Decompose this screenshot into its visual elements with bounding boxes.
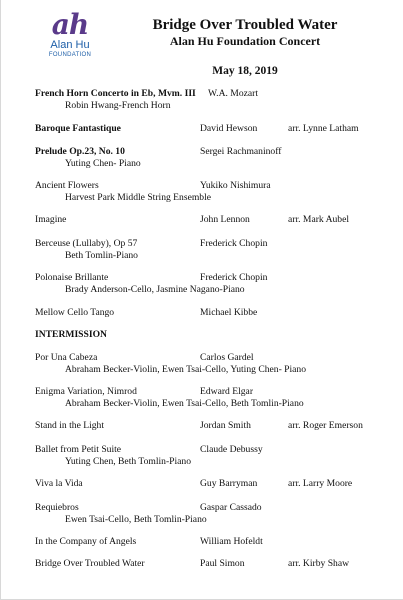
piece-title: In the Company of Angels [35,536,137,547]
piece-title: Por Una Cabeza [35,352,98,363]
piece-title: Berceuse (Lullaby), Op 57 [35,238,138,249]
arranger: arr. Lynne Latham [288,123,359,134]
logo-sub: FOUNDATION [48,52,92,58]
performer-names: Ewen Tsai-Cello, Beth Tomlin-Piano [65,514,207,525]
piece-title: Polonaise Brillante [35,272,109,283]
logo-mark: ah [51,8,89,41]
performer-names: Harvest Park Middle String Ensemble [65,192,212,203]
arranger: arr. Kirby Shaw [288,558,350,569]
composer: Frederick Chopin [200,272,268,283]
composer: Michael Kibbe [200,307,258,318]
composer: Frederick Chopin [200,238,268,249]
composer: Paul Simon [200,558,245,569]
program-title: Bridge Over Troubled Water [152,17,338,33]
performer-names: Brady Anderson-Cello, Jasmine Nagano-Piano [65,284,245,295]
arranger: arr. Larry Moore [288,478,353,489]
composer: John Lennon [200,214,250,225]
performer-names: Yuting Chen, Beth Tomlin-Piano [65,456,192,467]
performer-names: Beth Tomlin-Piano [65,250,138,261]
piece-title: INTERMISSION [35,329,107,340]
piece-title: Ancient Flowers [35,180,99,191]
performer-names: Robin Hwang-French Horn [65,100,171,111]
composer: Edward Elgar [200,386,254,397]
composer: William Hofeldt [200,536,263,547]
performer-names: Abraham Becker-Violin, Ewen Tsai-Cello, Beth Tomlin-Piano [65,398,304,409]
composer: Guy Barryman [200,478,258,489]
piece-title: Bridge Over Troubled Water [35,558,145,569]
piece-title: French Horn Concerto in Eb, Mvm. III [35,88,196,99]
piece-title: Stand in the Light [35,420,105,431]
program-subtitle: Alan Hu Foundation Concert [169,34,321,48]
composer: Sergei Rachmaninoff [200,146,282,157]
arranger: arr. Roger Emerson [288,420,363,431]
piece-title: Prelude Op.23, No. 10 [35,146,125,157]
piece-title: Ballet from Petit Suite [35,444,122,455]
piece-title: Viva la Vida [35,478,83,489]
piece-title: Baroque Fantastique [35,123,121,134]
piece-title: Requiebros [35,502,79,513]
arranger: arr. Mark Aubel [288,214,350,225]
performer-names: Abraham Becker-Violin, Ewen Tsai-Cello, Yuting Chen- Piano [65,364,307,375]
composer: W.A. Mozart [208,88,259,99]
composer: Carlos Gardel [200,352,254,363]
piece-title: Enigma Variation, Nimrod [35,386,137,397]
composer: David Hewson [200,123,258,134]
foundation-logo [40,8,100,59]
composer: Yukiko Nishimura [200,180,271,191]
composer: Claude Debussy [200,444,263,455]
performer-names: Yuting Chen- Piano [65,158,141,169]
concert-date: May 18, 2019 [212,65,278,77]
piece-title: Imagine [35,214,67,225]
piece-title: Mellow Cello Tango [35,307,115,318]
composer: Gaspar Cassado [200,502,262,513]
logo-name: Alan Hu [50,39,90,51]
composer: Jordan Smith [200,420,251,431]
